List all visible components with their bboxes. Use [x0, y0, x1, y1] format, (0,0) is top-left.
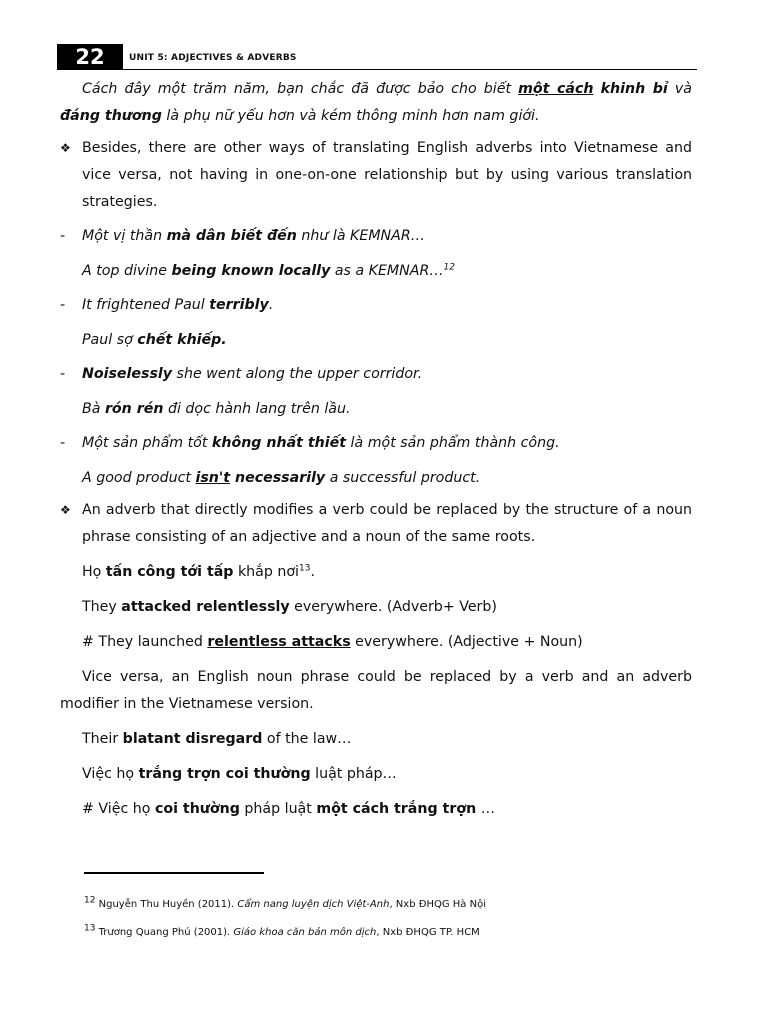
example-line: [60, 594, 692, 621]
text: là một sản phẩm thành công.: [346, 435, 560, 451]
text: Nguyễn Thu Huyền (2011).: [95, 899, 238, 910]
footnote-12: [84, 895, 704, 911]
bold-phrase: trắng trợn coi thường: [138, 766, 311, 782]
example-line: [60, 223, 692, 250]
example-line: [60, 292, 692, 319]
text: A good product: [82, 470, 196, 486]
example-line: [60, 396, 692, 423]
book-title: Giáo khoa căn bản môn dịch: [233, 927, 377, 938]
text: Their: [82, 731, 123, 747]
example-line: [60, 726, 692, 753]
text: a successful product.: [325, 470, 481, 486]
text: of the law…: [262, 731, 352, 747]
header-rule: [123, 69, 697, 70]
bold-phrase: being known locally: [171, 263, 331, 279]
book-title: Cẩm nang luyện dịch Việt-Anh: [237, 899, 390, 910]
text: …: [476, 801, 495, 817]
text: # Việc họ: [82, 801, 155, 817]
text: Bà: [82, 401, 105, 417]
footnote-13: [84, 923, 704, 939]
text: They: [82, 599, 122, 615]
bullet-paragraph: ❖ An adverb that directly modifies a verb could be replaced by the structure of a noun phrase consisting of an adjective and a noun of the same roots.: [60, 497, 692, 551]
bold-phrase: attacked relentlessly: [121, 599, 290, 615]
page-body: [60, 76, 692, 823]
text: , Nxb ĐHQG TP. HCM: [376, 927, 480, 938]
footnote-number: 13: [84, 923, 96, 934]
text: pháp luật: [239, 801, 317, 817]
bullet-paragraph: ❖ Besides, there are other ways of translating English adverbs into Vietnamese and vice versa, not having in one-on-one relationship but by using various translation strategies.: [60, 135, 692, 216]
text: she went along the upper corridor.: [172, 366, 423, 382]
body-paragraph: Vice versa, an English noun phrase could be replaced by a verb and an adverb modifier in the Vietnamese version.: [60, 669, 692, 712]
text: như là KEMNAR…: [296, 228, 425, 244]
text: .: [310, 564, 315, 580]
example-line: [60, 559, 692, 586]
text: everywhere. (Adverb+ Verb): [289, 599, 497, 615]
example-line: [60, 796, 692, 823]
footnote-ref: 13: [299, 563, 311, 574]
text: , Nxb ĐHQG Hà Nội: [389, 899, 486, 910]
bold-phrase: necessarily: [230, 470, 326, 486]
unit-title: UNIT 5: ADJECTIVES & ADVERBS: [129, 53, 297, 63]
bold-phrase: rón rén: [104, 401, 164, 417]
text: Paul sợ: [82, 332, 138, 348]
text: Một vị thần: [82, 228, 167, 244]
example-line: [60, 327, 692, 354]
text: Cách đây một trăm năm, bạn chắc đã được bảo cho biết: [82, 81, 519, 97]
bold-phrase: một cách trắng trợn: [316, 801, 477, 817]
example-line: [60, 258, 692, 285]
text: đi dọc hành lang trên lầu.: [163, 401, 351, 417]
text: A top divine: [82, 263, 172, 279]
bold-phrase: không nhất thiết: [211, 435, 347, 451]
page-header: [57, 44, 697, 70]
bold-phrase: tấn công tới tấp: [105, 564, 234, 580]
text: khắp nơi: [233, 564, 299, 580]
bold-phrase: đáng thương: [60, 108, 162, 124]
bold-phrase: Noiselessly: [82, 366, 173, 382]
bold-underlined-phrase: một cách: [518, 81, 594, 97]
bold-phrase: mà dân biết đến: [166, 228, 297, 244]
text: It frightened Paul: [82, 297, 210, 313]
footnote-ref: 12: [443, 262, 455, 273]
text: .: [268, 297, 274, 313]
text: luật pháp…: [310, 766, 397, 782]
text: everywhere. (Adjective + Noun): [350, 634, 583, 650]
page-number: 22: [57, 44, 123, 70]
bold-phrase: chết khiếp.: [137, 332, 227, 348]
example-line: [60, 761, 692, 788]
footnote-separator: [84, 872, 264, 874]
bold-phrase: coi thường: [154, 801, 240, 817]
text: as a KEMNAR…: [330, 263, 444, 279]
text: Việc họ: [82, 766, 139, 782]
example-line: [60, 465, 692, 492]
footnotes: [84, 895, 704, 954]
text: Trương Quang Phú (2001).: [95, 927, 234, 938]
footnote-number: 12: [84, 895, 96, 906]
bold-phrase: blatant disregard: [122, 731, 263, 747]
text: là phụ nữ yếu hơn và kém thông minh hơn nam giới.: [161, 108, 540, 124]
example-line: [60, 361, 692, 388]
bold-underlined-phrase: isn't: [195, 470, 231, 486]
bold-phrase: terribly: [209, 297, 269, 313]
bold-phrase: khinh bỉ: [600, 81, 668, 97]
text: [594, 81, 601, 97]
example-line: [60, 430, 692, 457]
text: Một sản phẩm tốt: [82, 435, 212, 451]
text: # They launched: [82, 634, 208, 650]
text: Họ: [82, 564, 106, 580]
bold-underlined-phrase: relentless attacks: [207, 634, 351, 650]
example-line: [60, 629, 692, 656]
text: và: [667, 81, 693, 97]
intro-paragraph-vi: [60, 76, 692, 130]
